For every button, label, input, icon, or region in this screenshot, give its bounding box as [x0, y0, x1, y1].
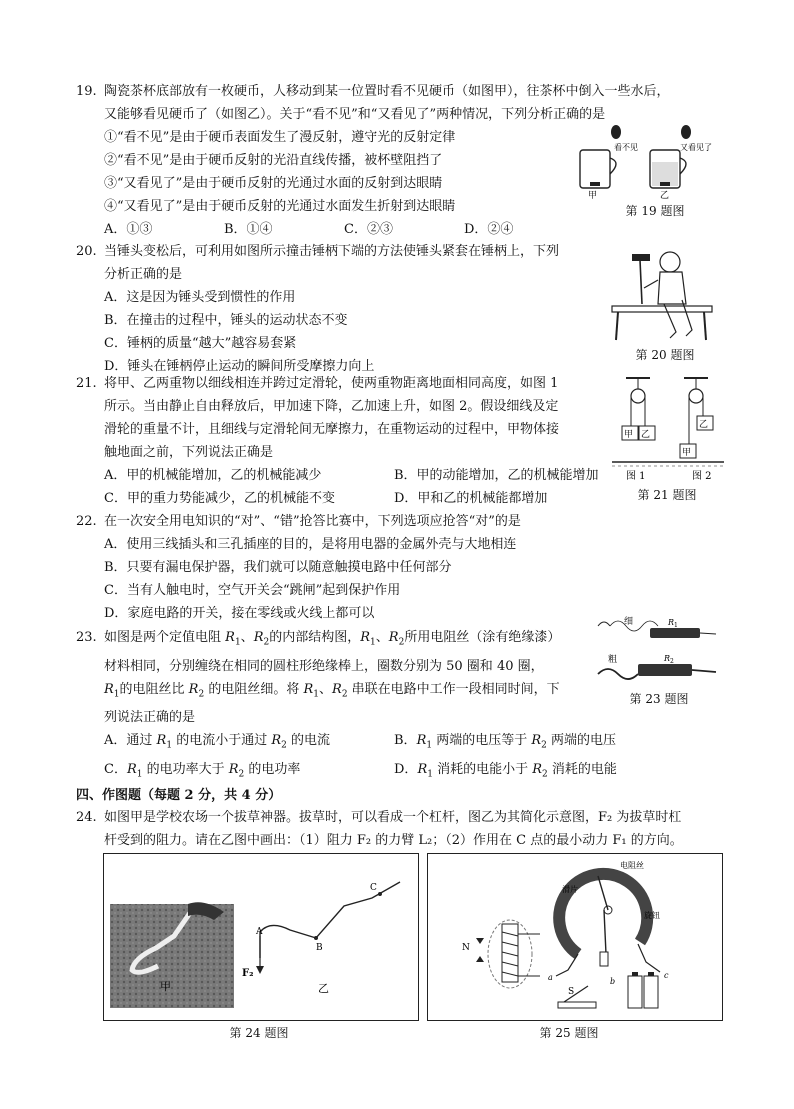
svg-text:细: 细: [624, 617, 634, 627]
svg-text:甲: 甲: [588, 191, 598, 200]
svg-text:看不见: 看不见: [614, 143, 638, 152]
svg-text:旋钮: 旋钮: [644, 911, 660, 920]
svg-text:1: 1: [674, 622, 678, 629]
q24-photo: [104, 854, 418, 1020]
question-21: 21. 将甲、乙两重物以细线相连并跨过定滑轮，使两重物距离地面相同高度，如图 1 所示。当由静止自由释放后，甲加速下降，乙加速上升，如图 2。假设细线及定 滑轮的重量不计，且细线与定滑轮间无摩擦力，在重物运动的过程中，甲物体接 触地面之前，下列说法正确是 A．甲的机械能增加，乙的机械能减少 B．甲的动能增加，乙的机械能增加 C．甲的重力势能减少，乙的机械能不变 D．甲和乙的机械能都增加: [76, 376, 599, 506]
svg-text:粗: 粗: [608, 655, 618, 665]
svg-text:甲: 甲: [624, 430, 634, 440]
svg-text:B: B: [316, 943, 323, 953]
q24-caption: 第 24 题图: [229, 1026, 289, 1040]
svg-text:又看见了: 又看见了: [680, 143, 712, 152]
svg-text:甲: 甲: [682, 448, 692, 458]
svg-text:C: C: [370, 883, 377, 893]
svg-text:乙: 乙: [660, 191, 670, 200]
svg-text:图 1: 图 1: [626, 471, 646, 482]
svg-text:乙: 乙: [641, 430, 651, 440]
question-22: 22. 在一次安全用电知识的“对”、“错”抢答比赛中，下列选项应抢答“对”的是 A．使用三线插头和三孔插座的目的，是将用电器的金属外壳与大地相连 B．只要有漏电保护器，我们就可以随意触摸电路中任何部分 C．当有人触电时，空气开关会“跳闸”起到保护作用 D．家庭电路的开关，接在零线或火线上都可以: [76, 514, 521, 621]
question-20: 20. 当锤头变松后，可利用如图所示撞击锤柄下端的方法使锤头紧套在锤柄上，下列 分析正确的是 A．这是因为锤头受到惯性的作用 B．在撞击的过程中，锤头的运动状态不变 C．锤柄的质量“越大”越容易套紧 D．锤头在锤柄停止运动的瞬间所受摩擦力向上: [76, 244, 560, 374]
svg-text:c: c: [664, 971, 669, 980]
q19-caption: 第 19 题图: [625, 204, 685, 218]
question-24: 24. 如图甲是学校农场一个拔草神器。拔草时，可以看成一个杠杆，图乙为其简化示意图，F₂ 为拔草时杠 杆受到的阻力。请在乙图中画出：（1）阻力 F₂ 的力臂 L₂；（2）作用在 C 点的最小动力 F₁ 的方向。: [76, 810, 683, 848]
svg-text:R: R: [668, 618, 675, 627]
svg-text:甲: 甲: [160, 980, 171, 993]
svg-text:F₂: F₂: [242, 968, 254, 979]
svg-text:a: a: [548, 973, 553, 982]
q19-figure: [574, 122, 714, 200]
q21-caption: 第 21 题图: [637, 488, 697, 502]
svg-text:S: S: [568, 987, 575, 997]
svg-text:电阻丝: 电阻丝: [620, 861, 644, 870]
question-19: 19. 陶瓷茶杯底部放有一枚硬币，人移动到某一位置时看不见硬币（如图甲），往茶杯中倒入一些水后， 又能够看见硬币了（如图乙）。关于“看不见”和“又看见了”两种情况，下列分析正确的是 ①“看不见”是由于硬币表面发生了漫反射，遵守光的反射定律 ②“看不见”是由于硬币反射的光沿直线传播，被杯壁阻挡了 ③“又看见了”是由于硬币反射的光通过水面的反射到达眼睛 ④“又看见了”是由于硬币反射的光通过水面发生折射到达眼睛 A．①③ B．①④ C．②③ D．②④: [76, 84, 670, 237]
svg-text:A: A: [256, 927, 263, 937]
svg-text:滑片: 滑片: [562, 885, 578, 894]
svg-text:乙: 乙: [318, 982, 329, 995]
svg-text:乙: 乙: [699, 420, 709, 430]
section-heading: 四、作图题（每题 2 分，共 4 分）: [76, 788, 282, 803]
q23-figure: [594, 612, 720, 692]
q25-figure: [428, 854, 722, 1020]
q23-caption: 第 23 题图: [629, 692, 689, 706]
q24-figure-box: [103, 853, 419, 1021]
svg-text:b: b: [610, 977, 616, 986]
svg-text:N: N: [462, 943, 470, 953]
q20-caption: 第 20 题图: [635, 348, 695, 362]
svg-text:2: 2: [670, 658, 674, 665]
svg-text:R: R: [664, 654, 671, 663]
q25-caption: 第 25 题图: [539, 1026, 599, 1040]
question-23: 23. 如图是两个定值电阻 $R_1$、$R_2$的内部结构图，$R_1$、$R_2$所用电阻丝（涂有绝缘漆） 材料相同，分别缠绕在相同的圆柱形绝缘棒上，圈数分别为 50 圈和 40 圈， $R_1$的电阻丝比 $R_2$ 的电阻丝细。将 $R_1$、$R_2$ 串联在电路中工作一段相同时间，下 列说法正确的是 A．通过 $R_1$ 的电流小于通过 $R_2$ 的电流 B．$R_1$ 两端的电压等于 $R_2$ 两端的电压 C．$R_1$ 的电功率大于 $R_2$ 的电功率 D．$R_1$ 消耗的电能小于 $R_2$ 消耗的电能: [76, 630, 617, 780]
q21-figure: [612, 372, 724, 484]
svg-text:图 2: 图 2: [692, 471, 712, 482]
q25-figure-box: [427, 853, 723, 1021]
q20-figure: [602, 240, 718, 344]
